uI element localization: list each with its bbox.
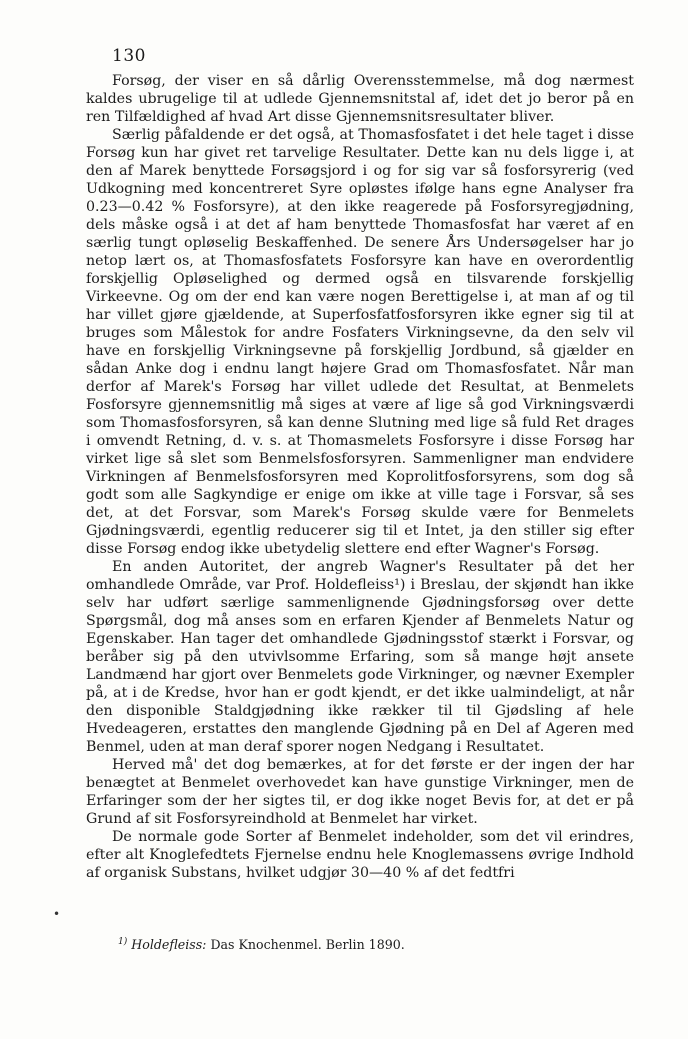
- paragraph: Særlig påfaldende er det også, at Thomasfosfatet i det hele taget i disse Forsøg kun har givet ret tarvelige Resultater. Dette kan nu dels ligge i, at den af Marek benyttede Forsøgsjord i og for sig var så fosforsyrerig (ved Udkogning med koncentreret Syre opløstes ifølge hans egne Analyser fra 0.23—0.42 % Fosforsyre), at den ikke reagerede på Fosforsyregjødning, dels måske også i at det af ham benyttede Thomasfosfat har været af en særlig tungt opløselig Beskaffenhed. De senere Års Undersøgelser har jo netop lært os, at Thomasfosfatets Fosforsyre kan have en overordentlig forskjellig Opløselighed og dermed også en tilsvarende forskjellig Virkeevne. Og om der end kan være nogen Berettigelse i, at man af og til har villet gjøre gjældende, at Superfosfatfosforsyren ikke egner sig til at bruges som Målestok for andre Fosfaters Virkningsevne, da den selv vil have en forskjellig Virkningsevne på forskjellig Jordbund, så gjælder en sådan Anke dog i endnu langt højere Grad om Thomasfosfatet. Når man derfor af Marek's Forsøg har villet udlede det Resultat, at Benmelets Fosforsyre gjennemsnitlig må siges at være af lige så god Virkningsværdi som Thomasfosforsyren, så kan denne Slutning med lige så fuld Ret drages i omvendt Retning, d. v. s. at Thomasmelets Fosforsyre i disse Forsøg har virket lige så slet som Benmelsfosforsyren. Sammenligner man endvidere Virkningen af Benmelsfosforsyren med Koprolitfosforsyrens, som dog så godt som alle Sagkyndige er enige om ikke at ville tage i Forsvar, så ses det, at det Forsvar, som Marek's Forsøg skulde være for Benmelets Gjødningsværdi, egentlig reducerer sig til et Intet, ja den stiller sig efter disse Forsøg endog ikke ubetydelig slettere end efter Wagner's Forsøg.: [86, 127, 634, 557]
- footnote-author: Holdefleiss:: [131, 937, 207, 953]
- paragraph: Forsøg, der viser en så dårlig Overensstemmelse, må dog nærmest kaldes ubrugelige til at udlede Gjennemsnitstal af, idet det jo beror på en ren Tilfældighed af hvad Art disse Gjennemsnitsresultater bliver.: [86, 73, 634, 125]
- footnote: [118, 934, 618, 953]
- margin-mark: •: [53, 907, 61, 921]
- body-text: [86, 72, 634, 882]
- page-number: 130: [112, 46, 146, 66]
- paragraph: Herved må' det dog bemærkes, at for det første er der ingen der har benægtet at Benmelet overhovedet kan have gunstige Virkninger, men de Erfaringer som der her sigtes til, er dog ikke noget Bevis for, at det er på Grund af sit Fosforsyreindhold at Benmelet har virket.: [86, 757, 634, 827]
- paragraph: De normale gode Sorter af Benmelet indeholder, som det vil erindres, efter alt Knoglefedtets Fjernelse endnu hele Knoglemassens øvrige Indhold af organisk Substans, hvilket udgjør 30—40 % af det fedtfri: [86, 829, 634, 881]
- footnote-marker: 1): [118, 937, 128, 947]
- footnote-text: Das Knochenmel. Berlin 1890.: [210, 937, 405, 953]
- paragraph: En anden Autoritet, der angreb Wagner's Resultater på det her omhandlede Område, var Prof. Holdefleiss¹) i Breslau, der skjøndt han ikke selv har udført særlige sammenlignende Gjødningsforsøg over dette Spørgsmål, dog må anses som en erfaren Kjender af Benmelets Natur og Egenskaber. Han tager det omhandlede Gjødningsstof stærkt i Forsvar, og beråber sig på den utvivlsomme Erfaring, som så mange højt ansete Landmænd har gjort over Benmelets gode Virkninger, og nævner Exempler på, at i de Kredse, hvor han er godt kjendt, er det ikke ualmindeligt, at når den disponible Staldgjødning ikke rækker til til Gjødsling af hele Hvedeageren, erstattes den manglende Gjødning på en Del af Ageren med Benmel, uden at man deraf sporer nogen Nedgang i Resultatet.: [86, 559, 634, 755]
